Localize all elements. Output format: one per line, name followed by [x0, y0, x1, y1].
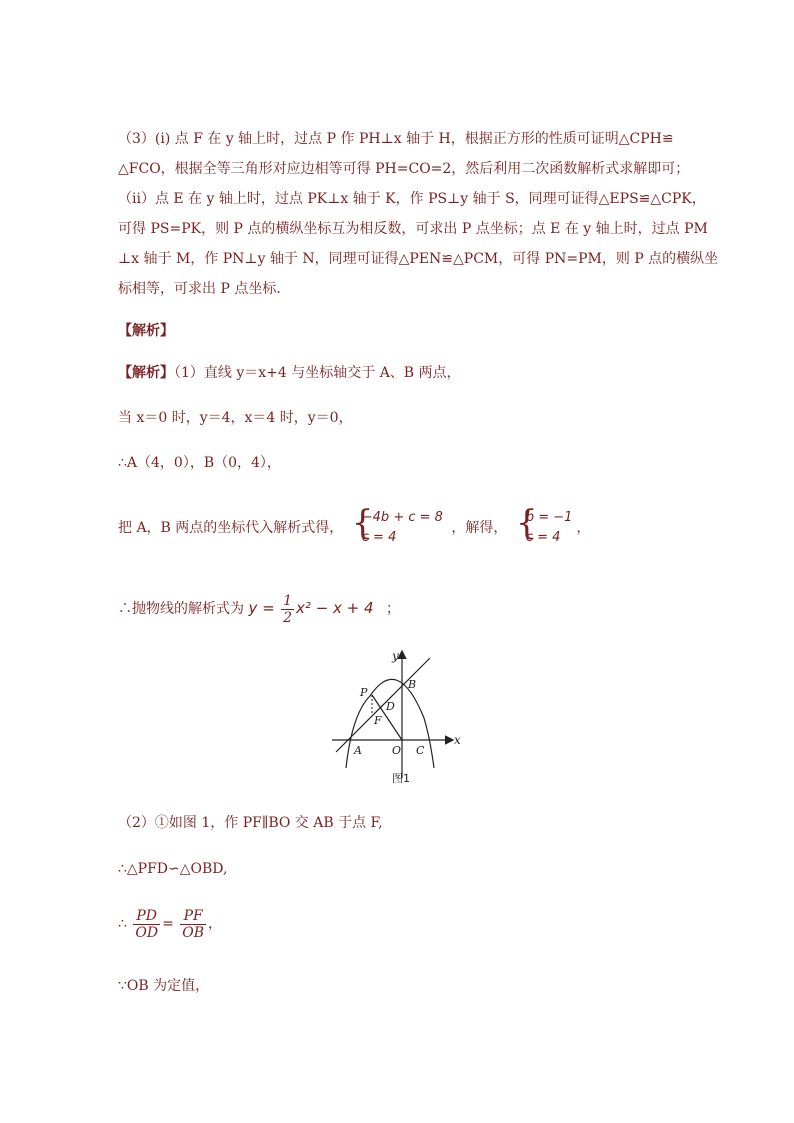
therefore-symbol: ∴: [118, 916, 127, 932]
substitute-text: 把 A，B 两点的坐标代入解析式得，: [118, 520, 344, 536]
solution-line-6: （2）①如图 1，作 PF∥BO 交 AB 于点 F,: [118, 815, 383, 831]
figure-caption: 图1: [392, 772, 410, 785]
label-p: P: [360, 686, 368, 699]
solution-line-9: ∵OB 为定值，: [118, 978, 210, 994]
ratio-comma: ，: [208, 916, 223, 932]
label-c: C: [416, 744, 425, 757]
solution-line-8: [118, 904, 678, 944]
system2-row2: c = 4: [525, 530, 561, 545]
analysis-line-2: △FCO，根据全等三角形对应边相等可得 PH=CO=2，然后利用二次函数解析式求解即可；: [118, 161, 690, 177]
semicolon: ；: [386, 601, 401, 617]
solution-line-2: 当 x＝0 时，y＝4，x＝4 时，y＝0，: [118, 410, 353, 426]
system1-row1: −4b + c = 8: [361, 510, 443, 525]
section-heading: 【解析】: [118, 323, 174, 339]
fraction-pd-od: $\frac{PD}{OD}$: [135, 907, 159, 941]
label-o: O: [392, 744, 402, 757]
label-f: F: [374, 714, 382, 727]
label-d: D: [386, 700, 395, 713]
solution-label: 【解析】: [118, 365, 174, 381]
equation-system-1: { −4b + c = 8 c = 4: [352, 508, 443, 548]
line-ab: [336, 658, 430, 752]
analysis-line-4: 可得 PS=PK，则 P 点的横纵坐标互为相反数，可求出 P 点坐标；点 E 在 y 轴上时，过点 PM: [118, 221, 708, 237]
analysis-line-1: （3）(i) 点 F 在 y 轴上时，过点 P 作 PH⊥x 轴于 H，根据正方形的性质可证明△CPH≌: [118, 131, 674, 147]
system2-row1: b = −1: [525, 510, 573, 525]
solution-line-3: ∴A（4，0），B（0，4），: [118, 455, 281, 471]
solution-line-4: [118, 503, 678, 549]
system-comma: ，: [576, 520, 591, 536]
solve-text: ，解得，: [451, 520, 508, 536]
fraction-pf-ob: $\frac{PF}{OB}$: [182, 907, 205, 941]
solution-line-1: [118, 364, 678, 382]
equals-sign: =: [162, 916, 174, 932]
analysis-line-3: （ii）点 E 在 y 轴上时，过点 PK⊥x 轴于 K，作 PS⊥y 轴于 S，同理可证得△EPS≌△CPK，: [118, 191, 706, 207]
solution-text-1: （1）直线 y＝x+4 与坐标轴交于 A、B 两点，: [174, 365, 461, 381]
solution-line-7: ∴△PFD∽△OBD,: [118, 861, 228, 877]
label-x: x: [454, 733, 461, 747]
label-y: y: [392, 649, 399, 663]
solution-line-5: [118, 588, 678, 629]
analysis-line-5: ⊥x 轴于 M，作 PN⊥y 轴于 N，同理可证得△PEN≌△PCM，可得 PN=PM，则 P 点的横纵坐: [118, 251, 719, 267]
equation-system-2: { b = −1 c = 4: [516, 508, 573, 548]
parabola-diagram: [320, 648, 480, 788]
parabola-lhs: y =: [248, 599, 275, 617]
parabola-rest: x² − x + 4: [296, 599, 374, 617]
system1-row2: c = 4: [361, 530, 397, 545]
parabola-text: ∴抛物线的解析式为: [118, 601, 244, 617]
fraction-half: $\frac{1}{2}$: [283, 592, 293, 626]
analysis-line-6: 标相等，可求出 P 点坐标．: [118, 281, 291, 297]
label-a: A: [354, 744, 362, 757]
figure-1: [320, 648, 480, 788]
label-b: B: [408, 678, 417, 691]
